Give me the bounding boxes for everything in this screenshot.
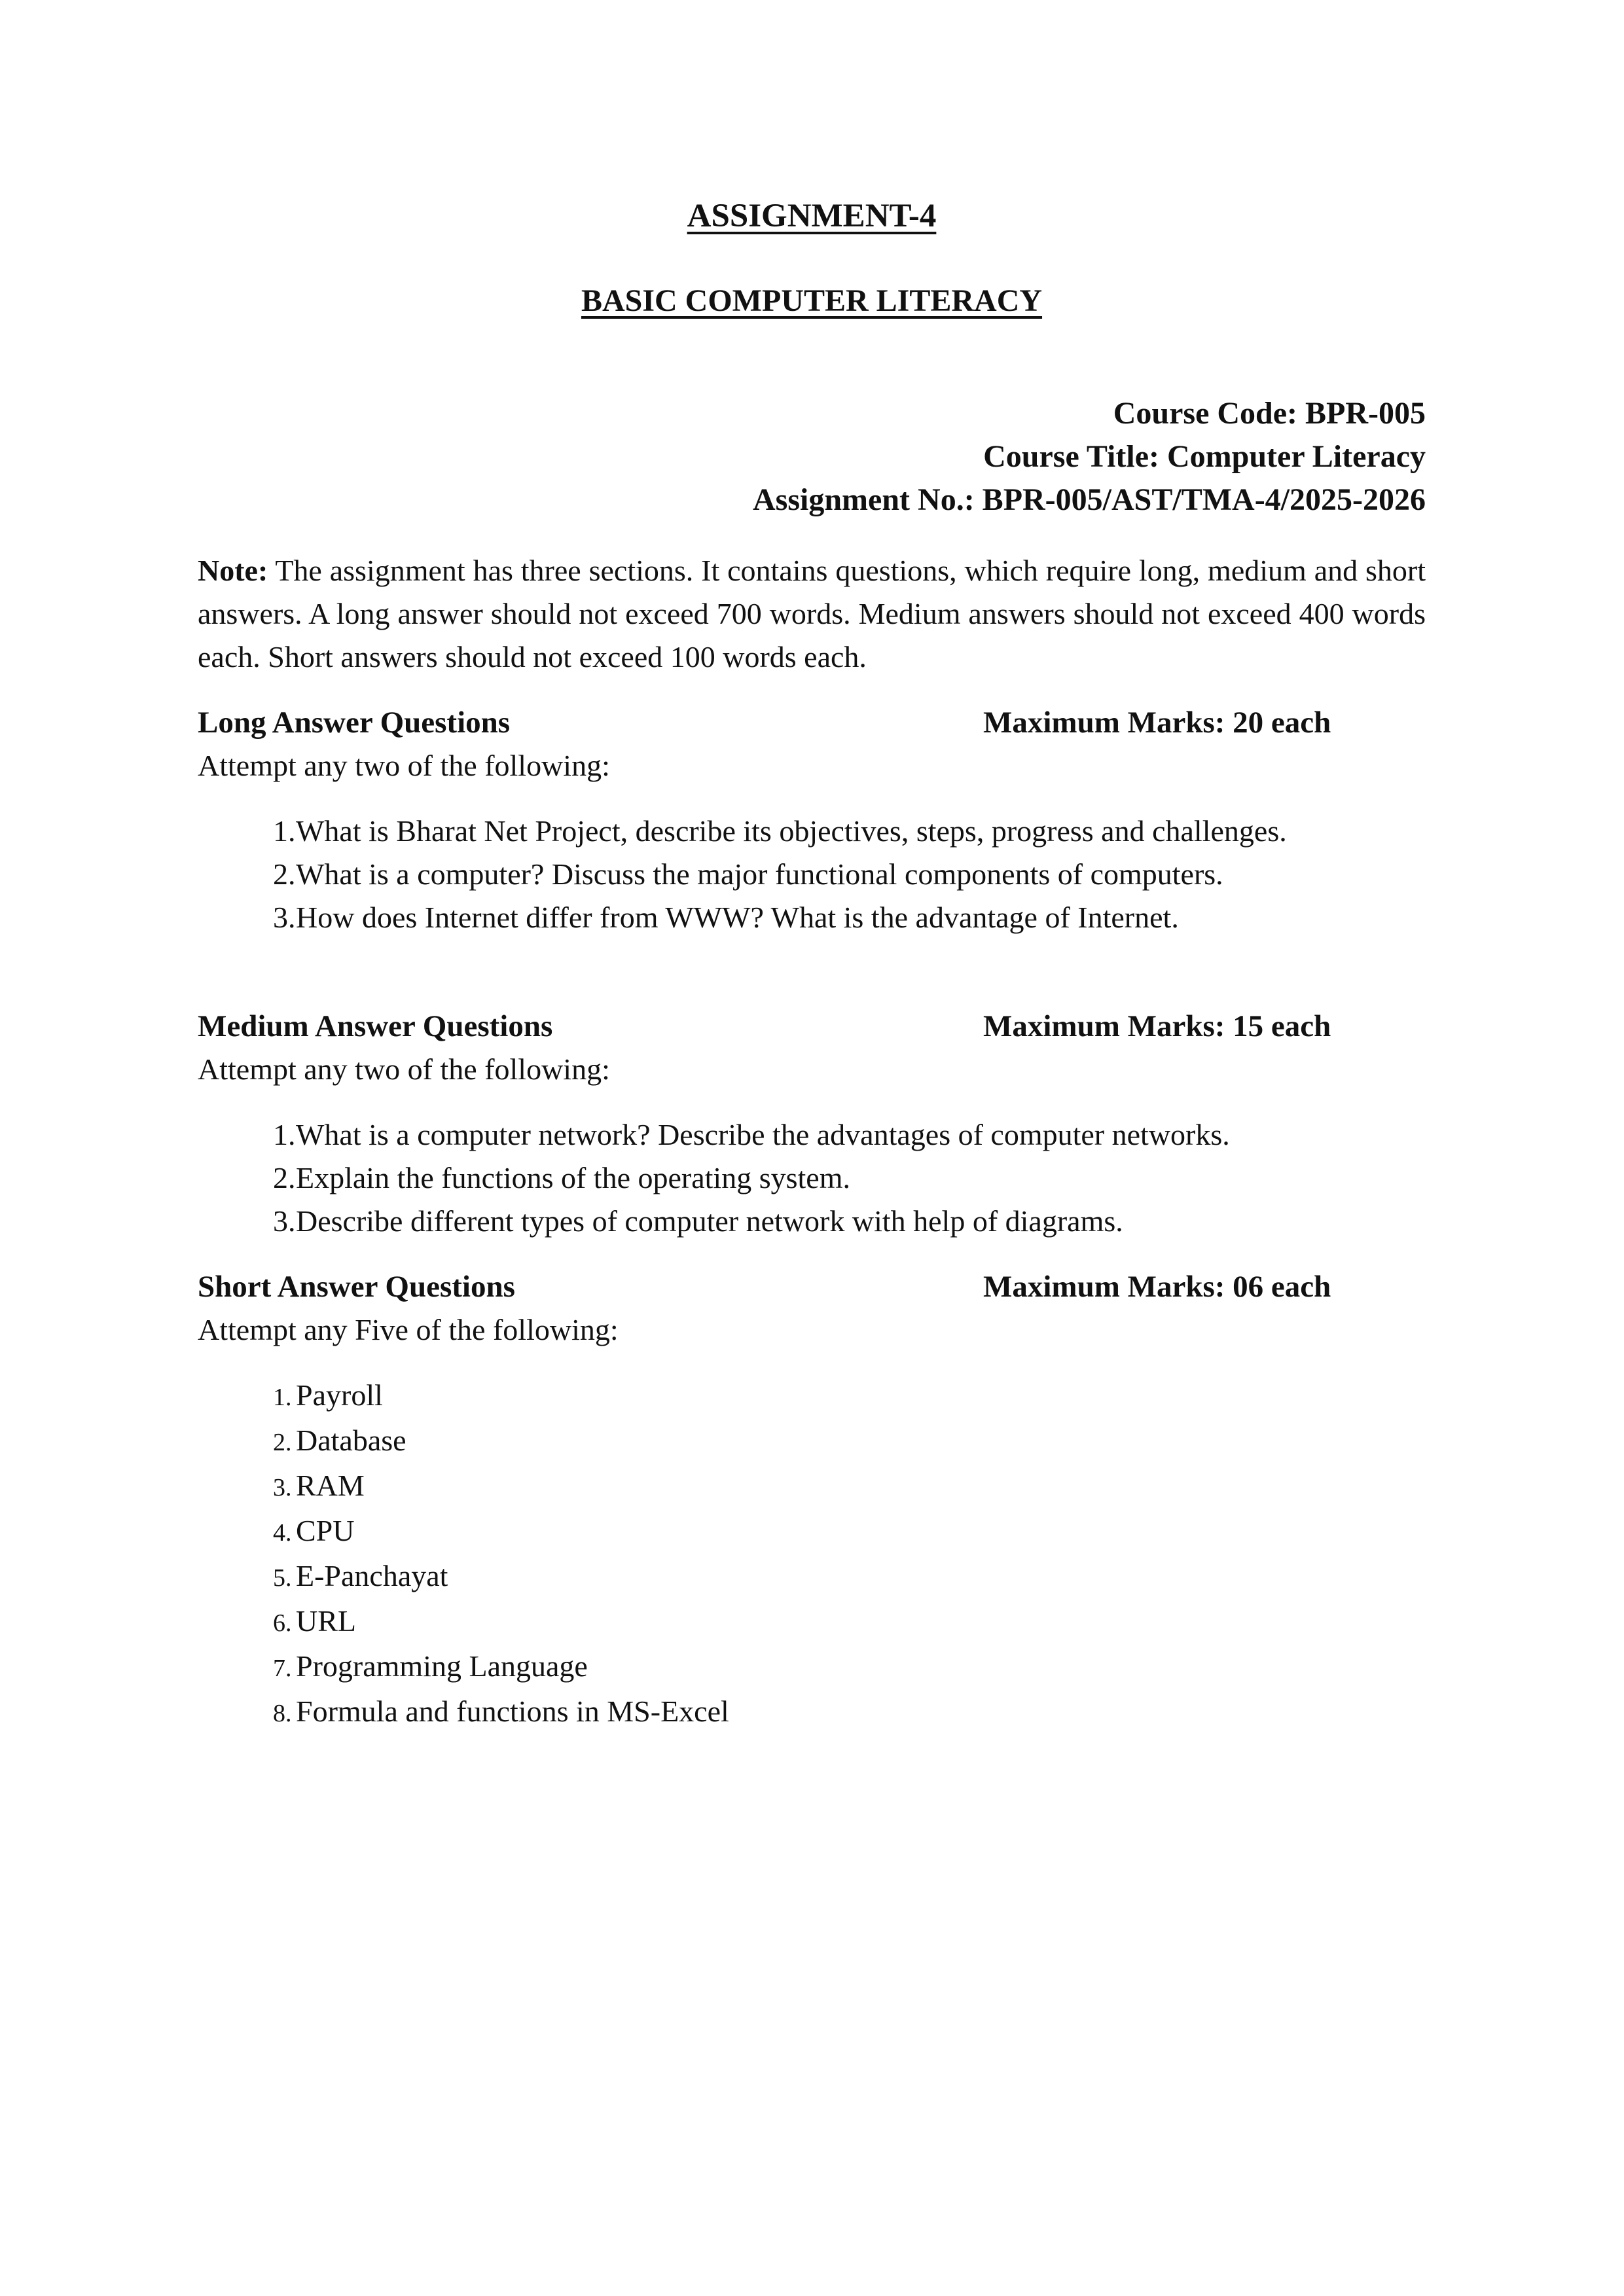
- question-number: 2.: [273, 857, 296, 891]
- course-code: Course Code: BPR-005: [1113, 395, 1426, 431]
- question-text: How does Internet differ from WWW? What is the advantage of Internet.: [296, 900, 1179, 934]
- question-text: Programming Language: [296, 1649, 588, 1683]
- question-number: 3.: [273, 1204, 296, 1238]
- question-item: [198, 1645, 1426, 1690]
- section-marks: Maximum Marks: 06 each: [983, 1269, 1331, 1304]
- question-item: [198, 1600, 1426, 1645]
- question-text: E-Panchayat: [296, 1558, 448, 1592]
- question-number: 5.: [273, 1564, 292, 1592]
- question-text: Describe different types of computer network with help of diagrams.: [296, 1204, 1123, 1238]
- section-header: [198, 701, 1426, 744]
- question-number: 2.: [273, 1428, 292, 1456]
- question-list: [198, 1113, 1426, 1243]
- course-meta: [198, 392, 1426, 522]
- question-item: [198, 853, 1426, 896]
- question-list: [198, 1374, 1426, 1735]
- question-text: URL: [296, 1604, 356, 1638]
- question-item: [198, 1464, 1426, 1509]
- question-item: [198, 896, 1426, 939]
- section-title: Medium Answer Questions: [198, 1009, 553, 1043]
- assignment-number: Assignment No.: BPR-005/AST/TMA-4/2025-2026: [753, 482, 1426, 517]
- question-item: [198, 1113, 1426, 1157]
- question-number: 1.: [273, 1117, 296, 1151]
- section-marks: Maximum Marks: 20 each: [983, 705, 1331, 740]
- question-number: 4.: [273, 1518, 292, 1547]
- question-text: RAM: [296, 1468, 365, 1502]
- question-number: 6.: [273, 1609, 292, 1637]
- question-text: CPU: [296, 1513, 355, 1547]
- section-instruction: Attempt any two of the following:: [198, 748, 610, 782]
- assignment-subtitle: BASIC COMPUTER LITERACY: [581, 283, 1043, 319]
- question-text: What is a computer? Discuss the major functional components of computers.: [296, 857, 1223, 891]
- question-text: What is Bharat Net Project, describe its objectives, steps, progress and challenges.: [296, 814, 1287, 848]
- question-item: [198, 1419, 1426, 1464]
- question-text: What is a computer network? Describe the advantages of computer networks.: [296, 1117, 1230, 1151]
- question-number: 1.: [273, 814, 296, 848]
- medium-answer-section: [198, 1005, 1426, 1243]
- question-item: [198, 1554, 1426, 1600]
- section-instruction: Attempt any two of the following:: [198, 1052, 610, 1086]
- question-text: Formula and functions in MS-Excel: [296, 1694, 729, 1728]
- assignment-title: ASSIGNMENT-4: [687, 198, 937, 234]
- question-number: 2.: [273, 1160, 296, 1194]
- long-answer-section: [198, 701, 1426, 939]
- question-number: 3.: [273, 1473, 292, 1501]
- short-answer-section: [198, 1265, 1426, 1735]
- question-text: Database: [296, 1423, 406, 1457]
- section-header: [198, 1005, 1426, 1048]
- question-text: Payroll: [296, 1378, 383, 1412]
- note-label: Note:: [198, 553, 268, 587]
- section-title: Short Answer Questions: [198, 1269, 515, 1304]
- question-list: [198, 810, 1426, 939]
- question-item: [198, 1509, 1426, 1554]
- question-number: 7.: [273, 1654, 292, 1682]
- section-title: Long Answer Questions: [198, 705, 511, 740]
- question-item: [198, 1374, 1426, 1419]
- question-item: [198, 1157, 1426, 1200]
- note-paragraph: [198, 549, 1426, 679]
- question-number: 1.: [273, 1383, 292, 1411]
- section-instruction: Attempt any Five of the following:: [198, 1312, 619, 1346]
- course-title: Course Title: Computer Literacy: [983, 439, 1426, 474]
- question-text: Explain the functions of the operating system.: [296, 1160, 850, 1194]
- question-item: [198, 1690, 1426, 1735]
- question-item: [198, 810, 1426, 853]
- question-item: [198, 1200, 1426, 1243]
- note-text: The assignment has three sections. It contains questions, which require long, medium and short answers. A long answer should not exceed 700 words. Medium answers should not exceed 400 words each. Short answers should not exceed 100 words each.: [198, 553, 1426, 673]
- question-number: 8.: [273, 1699, 292, 1727]
- document-content: [198, 196, 1426, 1735]
- section-marks: Maximum Marks: 15 each: [983, 1009, 1331, 1043]
- section-header: [198, 1265, 1426, 1308]
- question-number: 3.: [273, 900, 296, 934]
